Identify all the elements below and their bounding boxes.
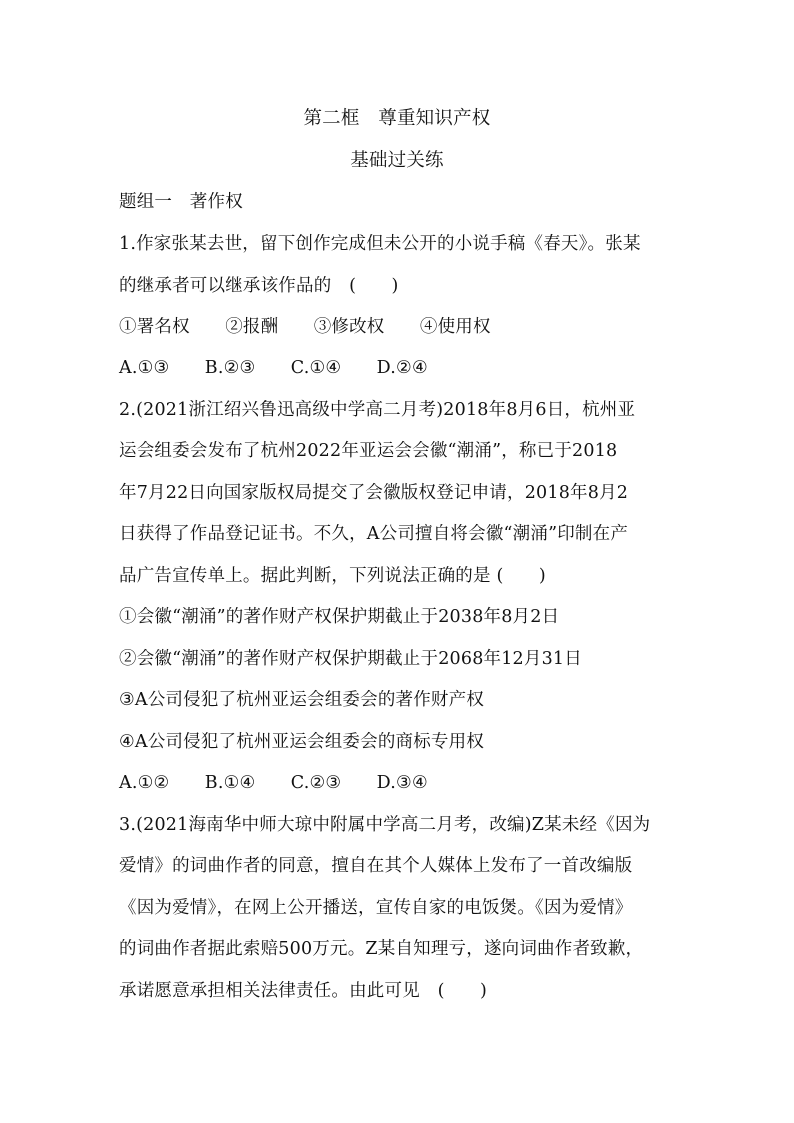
- q3-stem-line: 的词曲作者据此索赔500万元。Z某自知理亏，遂向词曲作者致歉，: [119, 939, 644, 959]
- q2-stem-line: 2.(2021浙江绍兴鲁迅高级中学高二月考)2018年8月6日，杭州亚: [119, 400, 636, 420]
- q1-stem-line: 1.作家张某去世，留下创作完成但未公开的小说手稿《春天》。张某: [119, 234, 641, 254]
- q2-stem-line: 年7月22日向国家版权局提交了会徽版权登记申请，2018年8月2: [119, 483, 629, 503]
- lesson-title: 第二框 尊重知识产权: [303, 108, 491, 129]
- q2-stem-line: 品广告宣传单上。据此判断，下列说法正确的是 ( ): [119, 566, 546, 586]
- q3-stem-line: 《因为爱情》，在网上公开播送，宣传自家的电饭煲。《因为爱情》: [119, 898, 633, 918]
- q2-choices: A.①② B.①④ C.②③ D.③④: [119, 773, 428, 793]
- q2-statement: ②会徽“潮涌”的著作财产权保护期截止于2068年12月31日: [119, 649, 582, 669]
- lesson-subtitle: 基础过关练: [350, 150, 444, 171]
- q1-stem-line: 的继承者可以继承该作品的 ( ): [119, 276, 399, 296]
- q2-statement: ①会徽“潮涌”的著作财产权保护期截止于2038年8月2日: [119, 607, 560, 627]
- q2-statement: ③A公司侵犯了杭州亚运会组委会的著作财产权: [119, 690, 485, 710]
- q2-statement: ④A公司侵犯了杭州亚运会组委会的商标专用权: [119, 732, 485, 752]
- q3-stem-line: 3.(2021海南华中师大琼中附属中学高二月考，改编)Z某未经《因为: [119, 815, 651, 835]
- q2-stem-line: 日获得了作品登记证书。不久，A公司擅自将会徽“潮涌”印制在产: [119, 524, 629, 544]
- q1-statements: ①署名权 ②报酬 ③修改权 ④使用权: [119, 317, 491, 337]
- q3-stem-line: 承诺愿意承担相关法律责任。由此可见 ( ): [119, 981, 488, 1001]
- q1-choices: A.①③ B.②③ C.①④ D.②④: [119, 358, 428, 378]
- q3-stem-line: 爱情》的词曲作者的同意，擅自在其个人媒体上发布了一首改编版: [119, 856, 633, 876]
- q2-stem-line: 运会组委会发布了杭州2022年亚运会会徽“潮涌”，称已于2018: [119, 441, 618, 461]
- section-heading: 题组一 著作权: [119, 192, 243, 212]
